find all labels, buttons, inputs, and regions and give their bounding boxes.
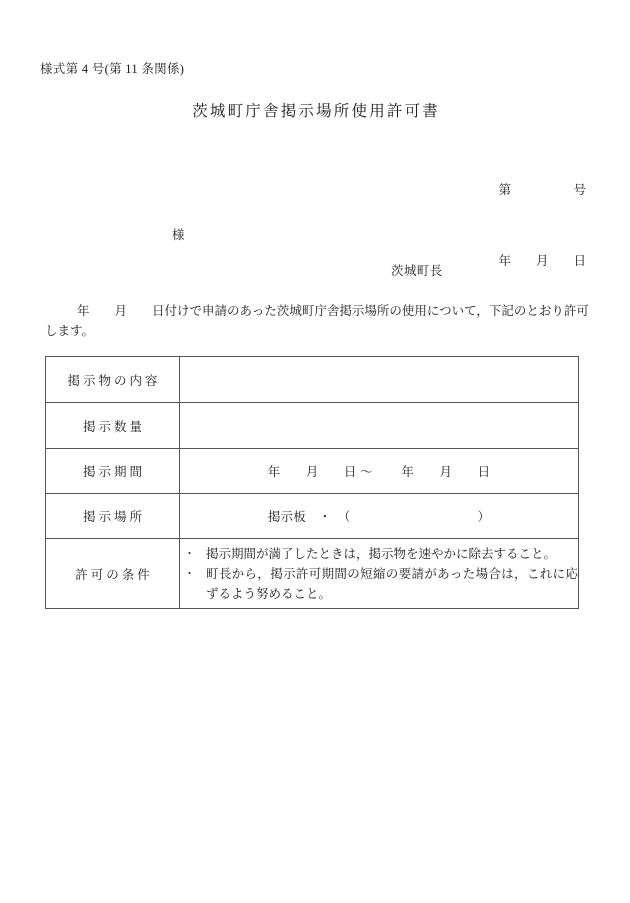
row-label-posting-content: 掲示物の内容 [46, 357, 180, 403]
condition-text: 掲示期間が満了したときは，掲示物を速やかに除去すること。 [206, 546, 557, 561]
list-item [180, 544, 578, 564]
bullet-icon: ・ [184, 547, 195, 560]
table-row [46, 403, 579, 449]
list-item [180, 564, 578, 604]
permit-detail-table [45, 356, 579, 609]
table-row [46, 357, 579, 403]
conditions-list [180, 544, 578, 604]
document-meta [498, 145, 586, 323]
row-value-posting-period[interactable]: 年 月 日 ～ 年 月 日 [180, 449, 579, 494]
body-paragraph: 年 月 日付けで申請のあった茨城町庁舎掲示場所の使用について，下記のとおり許可します。 [45, 304, 589, 338]
row-label-permit-conditions: 許可の条件 [46, 539, 180, 609]
row-value-posting-place[interactable]: 掲示板 ・ （ ） [180, 494, 579, 539]
row-value-permit-conditions [180, 539, 579, 609]
row-label-posting-period: 掲示期間 [46, 449, 180, 494]
issuer-name: 茨城町長 [391, 264, 443, 278]
table-row [46, 449, 579, 494]
table-row [46, 494, 579, 539]
condition-text: 町長から，掲示許可期間の短縮の要請があった場合は，これに応ずるよう努めること。 [206, 566, 578, 601]
row-label-posting-place: 掲示場所 [46, 494, 180, 539]
page-title: 茨城町庁舎掲示場所使用許可書 [192, 103, 440, 120]
row-label-posting-quantity: 掲示数量 [46, 403, 180, 449]
form-number: 様式第 4 号(第 11 条関係) [40, 62, 185, 76]
row-value-posting-quantity[interactable] [180, 403, 579, 449]
table-row [46, 539, 579, 609]
document-date-field: 年 月 日 [498, 254, 586, 268]
document-number-field: 第 号 [498, 183, 586, 197]
addressee-field: 様 [172, 228, 185, 242]
row-value-posting-content[interactable] [180, 357, 579, 403]
bullet-icon: ・ [184, 567, 195, 580]
